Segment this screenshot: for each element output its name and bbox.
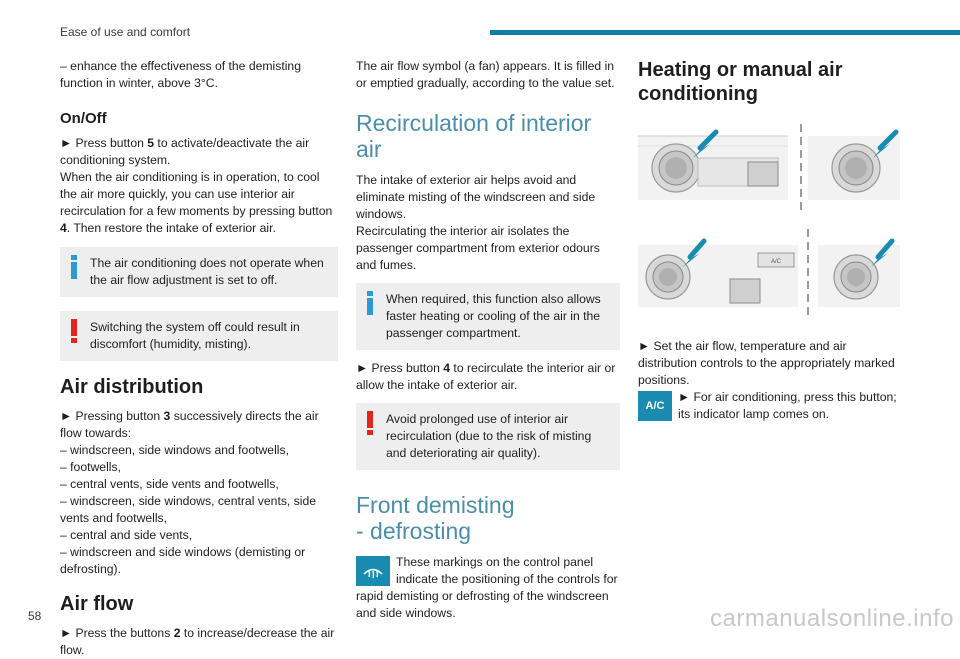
set-controls-step: ► Set the air flow, temperature and air distribution controls to the appropriately marked positions. [638, 339, 895, 387]
heading-heating-manual-ac: Heating or manual air conditioning [638, 59, 843, 105]
recirc-text-1: The intake of exterior air helps avoid and eliminate misting of the windscreen and side windows. [356, 173, 596, 221]
recirc-step: ► Press button 4 to recirculate the interior air or allow the intake of exterior air. [356, 361, 616, 392]
control-panel-illustration-1 [638, 122, 900, 214]
heading-recirculation: Recirculation of interior air [356, 110, 592, 162]
intro-text: – enhance the effectiveness of the demisting function in winter, above 3°C. [60, 59, 301, 90]
list-item: – footwells, [60, 460, 121, 474]
column-3 [638, 58, 900, 423]
list-item: – central and side vents, [60, 528, 193, 542]
fan-symbol-text: The air flow symbol (a fan) appears. It is filled in or emptied gradually, according to the value set. [356, 59, 615, 90]
demist-text: These markings on the control panel indicate the positioning of the controls for rapid demisting or defrosting of the windscreen and side windows. [356, 555, 618, 620]
ac-panel-label: A/C [770, 259, 782, 265]
info-icon [366, 291, 374, 315]
demist-paragraph [356, 554, 620, 622]
control-panel-illustration-2 [638, 227, 900, 319]
list-item: – windscreen and side windows (demisting or defrosting). [60, 545, 306, 576]
page-number: 58 [28, 609, 42, 623]
column-1 [60, 58, 338, 659]
onoff-step: ► Press button 5 to activate/deactivate the air conditioning system. [60, 136, 310, 167]
warning-note [356, 403, 620, 470]
list-item: – windscreen, side windows and footwells, [60, 443, 289, 457]
info-note [356, 283, 620, 350]
distribution-list [60, 442, 338, 578]
warning-note-text: Switching the system off could result in discomfort (humidity, misting). [90, 320, 300, 351]
info-note-text: The air conditioning does not operate when the air flow adjustment is set to off. [90, 256, 324, 287]
warning-note [60, 311, 338, 361]
heading-line-1: Front demisting [356, 492, 515, 518]
warning-icon [366, 411, 374, 435]
list-item: – windscreen, side windows, central vents, side vents and footwells, [60, 494, 317, 525]
airflow-step: ► Press the buttons 2 to increase/decrease the air flow. [60, 626, 335, 657]
watermark: carmanualsonline.info [710, 605, 954, 632]
warning-note-text: Avoid prolonged use of interior air recirculation (due to the risk of misting and deteriorating air quality). [386, 412, 592, 460]
onoff-recirc-tip: When the air conditioning is in operation, to cool the air more quickly, you can use interior air recirculation for a few moments by pressing button 4. Then restore the intake of exterior air. [60, 170, 333, 235]
list-item: – central vents, side vents and footwells, [60, 477, 279, 491]
header-accent-bar [490, 30, 960, 35]
header-title: Ease of use and comfort [60, 25, 191, 39]
heading-air-flow: Air flow [60, 593, 134, 615]
ac-paragraph [638, 389, 900, 423]
info-note-text: When required, this function also allows faster heating or cooling of the air in the passenger compartment. [386, 292, 601, 340]
recirc-text-2: Recirculating the interior air isolates the passenger compartment from exterior odours and fumes. [356, 224, 600, 272]
warning-icon [70, 319, 78, 343]
heading-on-off: On/Off [60, 110, 107, 127]
info-icon [70, 255, 78, 279]
ac-step-text: ► For air conditioning, press this button; its indicator lamp comes on. [678, 390, 897, 421]
info-note [60, 247, 338, 297]
heading-front-demisting [356, 492, 620, 544]
defrost-icon [356, 556, 390, 586]
distribution-step: ► Pressing button 3 successively directs the air flow towards: [60, 409, 319, 440]
heading-air-distribution: Air distribution [60, 376, 204, 398]
ac-button-icon: A/C [638, 391, 672, 421]
column-2 [356, 58, 620, 622]
heading-line-2: - defrosting [356, 518, 472, 544]
